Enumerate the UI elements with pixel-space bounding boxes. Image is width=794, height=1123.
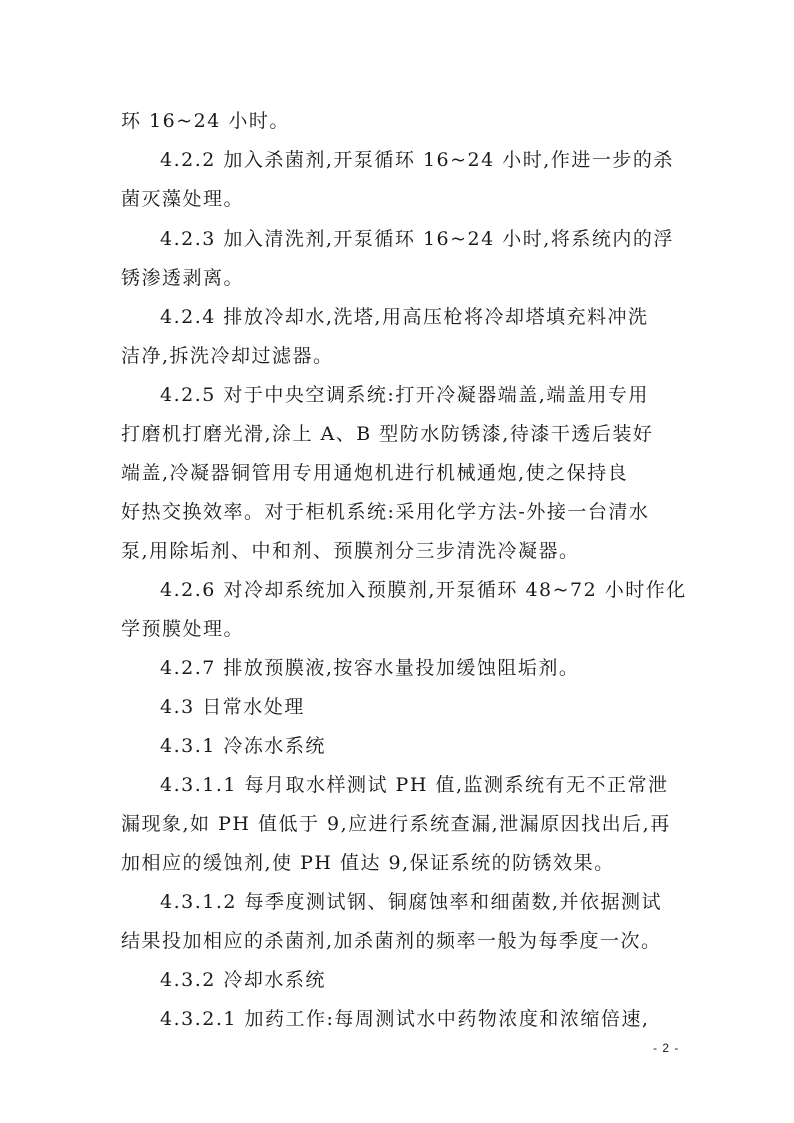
text-line: 4.3.1.2 每季度测试钢、铜腐蚀率和细菌数,并依据测试 — [160, 891, 663, 913]
section-heading: 4.3.1 冷冻水系统 — [160, 735, 326, 757]
text-line: 结果投加相应的杀菌剂,加杀菌剂的频率一般为每季度一次。 — [121, 930, 662, 952]
text-line: 4.2.2 加入杀菌剂,开泵循环 16~24 小时,作进一步的杀 — [160, 149, 674, 171]
text-line: 环 16~24 小时。 — [121, 110, 290, 132]
section-heading: 4.3 日常水处理 — [160, 696, 305, 718]
text-line: 端盖,冷凝器铜管用专用通炮机进行机械通炮,使之保持良 — [121, 462, 629, 484]
text-line: 洁净,拆洗冷却过滤器。 — [121, 345, 334, 367]
text-line: 打磨机打磨光滑,涂上 A、B 型防水防锈漆,待漆干透后装好 — [121, 423, 654, 445]
page-number: - 2 - — [653, 1041, 680, 1055]
text-line: 4.2.7 排放预膜液,按容水量投加缓蚀阻垢剂。 — [160, 657, 580, 679]
text-line: 4.2.5 对于中央空调系统:打开冷凝器端盖,端盖用专用 — [160, 384, 649, 406]
section-heading: 4.3.2 冷却水系统 — [160, 969, 326, 991]
text-line: 4.3.1.1 每月取水样测试 PH 值,监测系统有无不正常泄 — [160, 774, 669, 796]
text-line: 好热交换效率。对于柜机系统:采用化学方法-外接一台清水 — [121, 501, 650, 523]
text-line: 泵,用除垢剂、中和剂、预膜剂分三步清洗冷凝器。 — [121, 540, 580, 562]
text-line: 漏现象,如 PH 值低于 9,应进行系统查漏,泄漏原因找出后,再 — [121, 813, 671, 835]
text-line: 4.3.2.1 加药工作:每周测试水中药物浓度和浓缩倍速, — [160, 1008, 650, 1030]
text-line: 菌灭藻处理。 — [121, 188, 245, 210]
text-line: 锈渗透剥离。 — [121, 267, 245, 289]
text-line: 加相应的缓蚀剂,使 PH 值达 9,保证系统的防锈效果。 — [121, 852, 615, 874]
text-line: 学预膜处理。 — [121, 618, 245, 640]
text-line: 4.2.6 对冷却系统加入预膜剂,开泵循环 48~72 小时作化 — [160, 579, 687, 601]
text-line: 4.2.3 加入清洗剂,开泵循环 16~24 小时,将系统内的浮 — [160, 228, 674, 250]
text-line: 4.2.4 排放冷却水,洗塔,用高压枪将冷却塔填充料冲洗 — [160, 306, 649, 328]
